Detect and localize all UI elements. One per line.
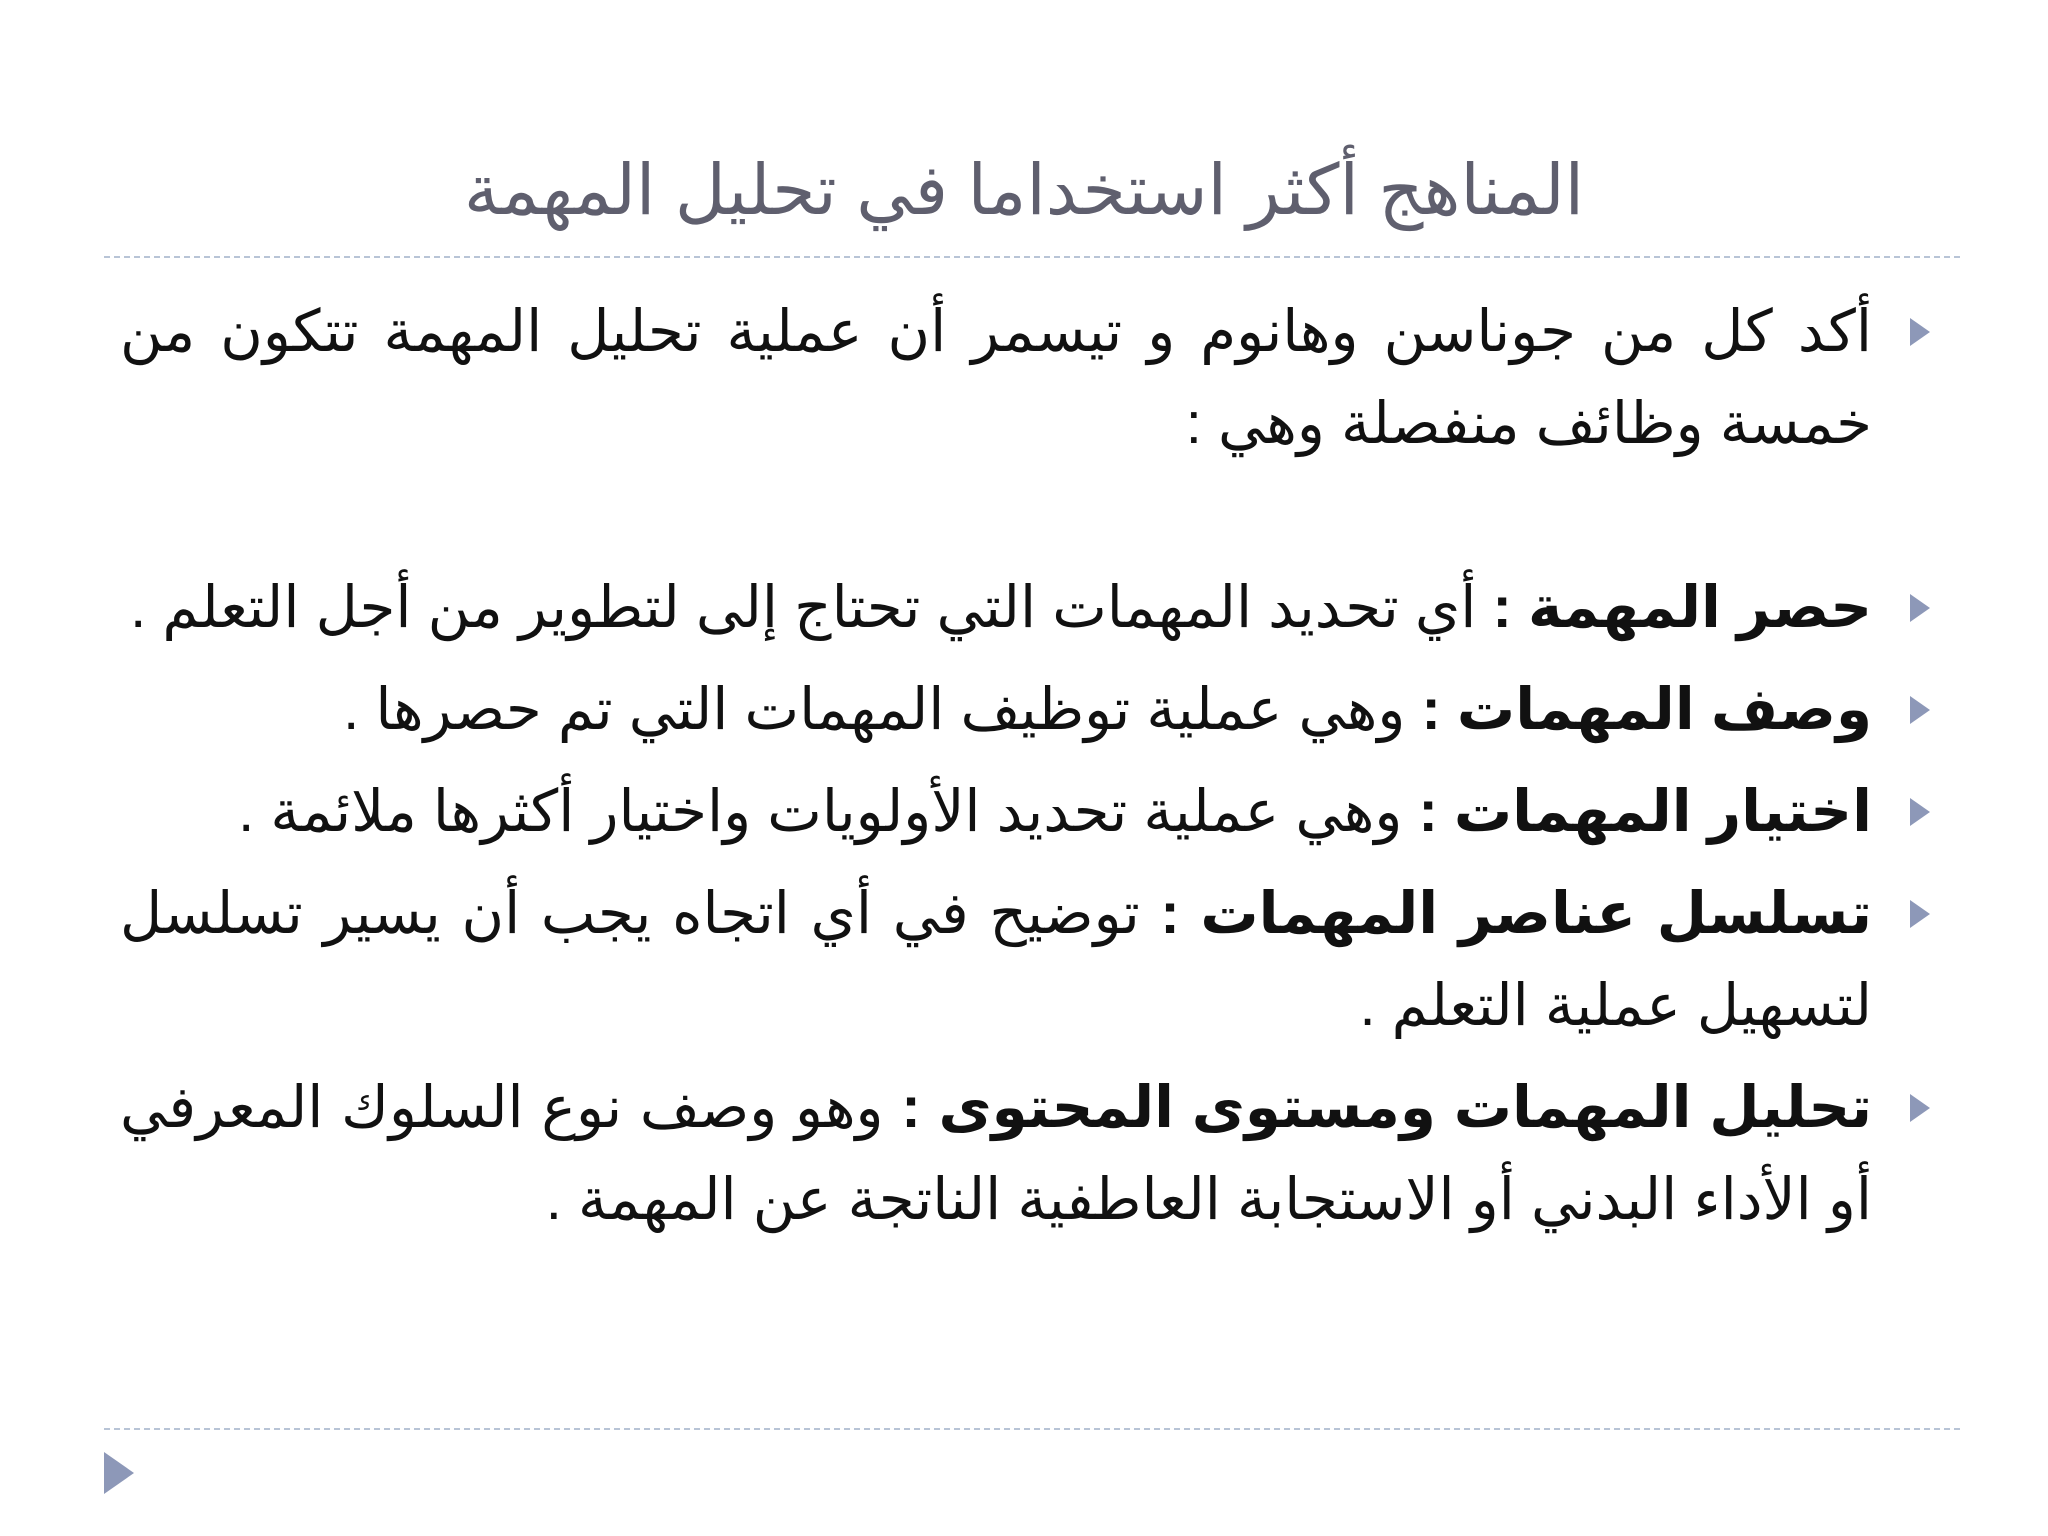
bullet-text: وهي عملية تحديد الأولويات واختيار أكثرها ملائمة . <box>238 779 1419 844</box>
bullet-term: تحليل المهمات ومستوى المحتوى : <box>901 1075 1872 1140</box>
bullet-text: أي تحديد المهمات التي تحتاج إلى لتطوير من أجل التعلم . <box>130 575 1493 640</box>
bullet-text: وهو وصف نوع السلوك المعرفي أو الأداء البدني أو الاستجابة العاطفية الناتجة عن المهمة . <box>120 1075 1872 1232</box>
bullet-text: وهي عملية توظيف المهمات التي تم حصرها . <box>343 677 1422 742</box>
bullet-term: وصف المهمات : <box>1421 677 1872 742</box>
bullet-item <box>120 664 1872 756</box>
bullet-item <box>120 562 1872 654</box>
bullet-term: حصر المهمة : <box>1492 575 1872 640</box>
bullet-item <box>120 868 1872 1052</box>
footer-divider <box>104 1428 1960 1430</box>
bullet-intro <box>120 286 1872 470</box>
triangle-bullet-icon <box>1910 318 1930 346</box>
bullet-item <box>120 1062 1872 1246</box>
bullet-term: تسلسل عناصر المهمات : <box>1160 881 1872 946</box>
bullet-item <box>120 766 1872 858</box>
triangle-bullet-icon <box>1910 900 1930 928</box>
bullet-text: توضيح في أي اتجاه يجب أن يسير تسلسل لتسهيل عملية التعلم . <box>120 881 1872 1038</box>
bullet-text: أكد كل من جوناسن وهانوم و تيسمر أن عملية تحليل المهمة تتكون من خمسة وظائف منفصلة وهي : <box>120 299 1872 456</box>
slide-body <box>120 286 1872 1246</box>
triangle-bullet-icon <box>1910 798 1930 826</box>
slide-title: المناهج أكثر استخداما في تحليل المهمة <box>463 151 1585 229</box>
bullet-term: اختيار المهمات : <box>1418 779 1872 844</box>
triangle-bullet-icon <box>1910 594 1930 622</box>
triangle-footer-icon <box>104 1452 134 1494</box>
triangle-bullet-icon <box>1910 1094 1930 1122</box>
title-divider <box>104 256 1960 258</box>
triangle-bullet-icon <box>1910 696 1930 724</box>
